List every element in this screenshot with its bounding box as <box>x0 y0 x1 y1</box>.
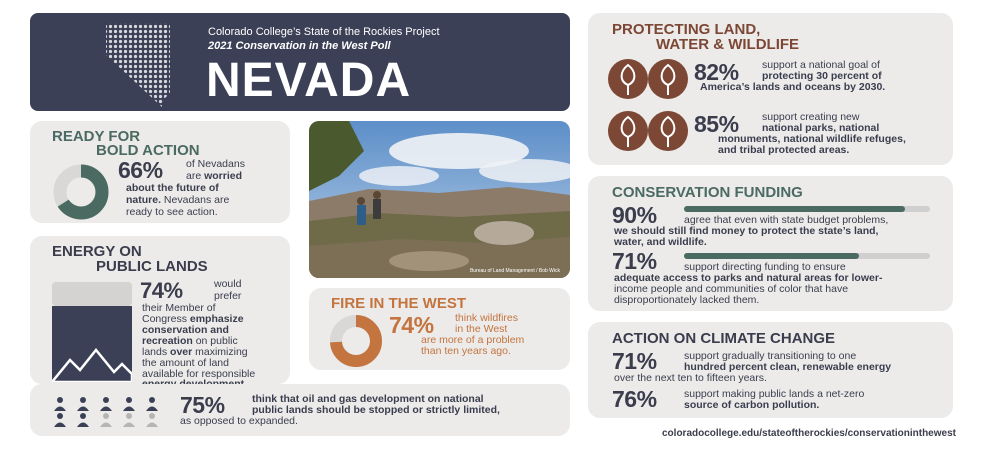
bold-action-t3: about the future of <box>126 182 219 194</box>
fire-l2: in the West <box>455 323 508 335</box>
funding-2-pct: 71% <box>612 248 657 274</box>
person-icon <box>77 413 89 427</box>
climate-1-l3: over the next ten to fifteen years. <box>614 372 767 384</box>
bold-action-title-l2: BOLD ACTION <box>96 142 200 159</box>
bold-action-t1: of Nevadans <box>186 158 245 170</box>
header-banner <box>30 13 570 111</box>
climate-panel <box>588 322 953 418</box>
funding-1-bar <box>684 206 930 212</box>
bold-action-donut <box>50 161 112 223</box>
person-icon <box>54 397 66 411</box>
funding-1-l3: water, and wildlife. <box>614 236 707 248</box>
person-icon <box>123 413 135 427</box>
energy-bar-mountains <box>52 282 132 382</box>
protecting-panel <box>588 13 953 165</box>
protect-2-l1: support creating new <box>762 111 860 123</box>
person-icon <box>54 413 66 427</box>
energy-l8: the amount of land <box>142 357 229 369</box>
person-icon <box>146 413 158 427</box>
funding-1-pct: 90% <box>612 202 657 228</box>
bold-action-t5: ready to see action. <box>126 206 218 218</box>
oilgas-l1: think that oil and gas development on national <box>252 393 484 405</box>
protect-2-l2: national parks, national <box>762 122 880 134</box>
fire-title: FIRE IN THE WEST <box>331 295 466 312</box>
funding-2-l2: adequate access to parks and natural areas for lower- <box>614 272 883 284</box>
funding-title: CONSERVATION FUNDING <box>612 184 803 201</box>
protect-1-l1: support a national goal of <box>762 59 880 71</box>
funding-1-bar-fill <box>684 206 905 212</box>
fire-pct: 74% <box>389 312 434 338</box>
energy-l4: Congress emphasize <box>142 313 244 325</box>
energy-l1: would <box>214 278 242 290</box>
fire-l1: think wildfires <box>455 312 519 324</box>
protect-2-l3: monuments, national wildlife refuges, <box>718 133 906 145</box>
fire-l3: are more of a problem <box>421 334 525 346</box>
energy-l3: their Member of <box>142 302 216 314</box>
poll-name: 2021 Conservation in the West Poll <box>208 40 391 52</box>
energy-panel <box>30 236 290 384</box>
climate-2-l1: support making public lands a net-zero <box>684 388 865 400</box>
funding-panel <box>588 176 953 311</box>
person-icon <box>123 397 135 411</box>
fire-donut <box>327 312 385 370</box>
protecting-title-l1: PROTECTING LAND, <box>612 21 761 38</box>
energy-l2: prefer <box>214 290 242 302</box>
bold-action-panel <box>30 121 290 223</box>
person-icon <box>100 413 112 427</box>
project-name: Colorado College’s State of the Rockies Project <box>208 26 440 38</box>
funding-2-l4: disproportionately lacked them. <box>614 294 760 306</box>
oilgas-l2: public lands should be stopped or strictly limited, <box>252 404 500 416</box>
climate-title: ACTION ON CLIMATE CHANGE <box>612 330 836 347</box>
fire-l4: than ten years ago. <box>421 345 511 357</box>
oilgas-panel <box>30 384 570 436</box>
footer-url[interactable]: coloradocollege.edu/stateoftherockies/conservationinthewest <box>662 428 956 439</box>
climate-1-l1: support gradually transitioning to one <box>684 350 857 362</box>
protect-item-2 <box>608 109 948 159</box>
protect-1-pct: 82% <box>694 59 739 85</box>
person-icon <box>100 397 112 411</box>
funding-1-l2: we should still find money to protect the state’s land, <box>614 225 879 237</box>
protect-2-l4: and tribal protected areas. <box>718 144 850 156</box>
protect-1-l2: protecting 30 percent of <box>762 70 882 82</box>
person-icon <box>146 397 158 411</box>
energy-l9: available for responsible <box>142 368 256 380</box>
funding-2-bar-fill <box>684 253 859 259</box>
bold-action-t2: are worried <box>186 170 243 182</box>
funding-2-l1: support directing funding to ensure <box>684 261 846 273</box>
energy-l5: conservation and <box>142 324 229 336</box>
nevada-map-icon <box>98 19 208 109</box>
bold-action-t4: nature. Nevadans are <box>126 194 230 206</box>
energy-l6: recreation on public <box>142 335 238 347</box>
state-title: NEVADA <box>206 54 412 107</box>
bold-action-pct: 66% <box>118 157 163 183</box>
bold-action-title-l1: READY FOR <box>52 128 141 145</box>
energy-title-l2: PUBLIC LANDS <box>96 258 208 275</box>
funding-2-l3: income people and communities of color that have <box>614 283 849 295</box>
energy-pct: 74% <box>140 278 183 303</box>
climate-1-l2: hundred percent clean, renewable energy <box>684 361 892 373</box>
oilgas-l3: as opposed to expanded. <box>180 415 298 427</box>
climate-2-pct: 76% <box>612 386 657 412</box>
fire-panel <box>309 288 570 370</box>
protecting-title-l2: WATER & WILDLIFE <box>656 36 800 53</box>
climate-1-pct: 71% <box>612 348 657 374</box>
person-icon <box>77 397 89 411</box>
tree-icon <box>608 57 690 101</box>
protect-item-1 <box>608 57 948 101</box>
oilgas-pct: 75% <box>180 392 225 418</box>
climate-2-l2: source of carbon pollution. <box>684 399 820 411</box>
people-icons <box>52 396 172 430</box>
hikers-photo <box>309 121 570 278</box>
energy-l7: lands over maximizing <box>142 346 248 358</box>
tree-icon <box>608 109 690 153</box>
funding-2-bar <box>684 253 930 259</box>
protect-2-pct: 85% <box>694 111 739 137</box>
energy-title-l1: ENERGY ON <box>52 243 142 260</box>
photo-credit: Bureau of Land Management / Bob Wick <box>469 268 560 274</box>
funding-1-l1: agree that even with state budget problems, <box>684 214 889 226</box>
protect-1-l3: America’s lands and oceans by 2030. <box>700 81 886 93</box>
